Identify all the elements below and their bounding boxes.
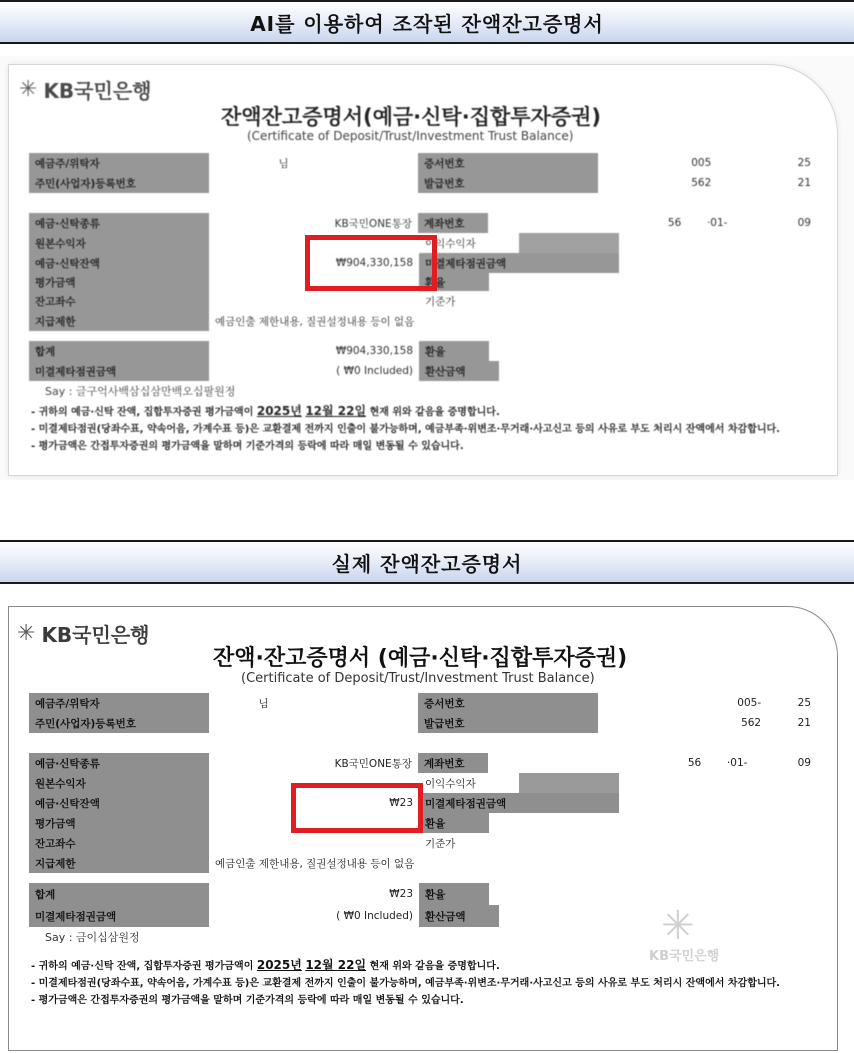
total-value: ₩23 [209,883,419,905]
issue-no-a: 562 [598,173,718,193]
note-1-text-b: 현재 위와 같음을 증명합니다. [369,407,500,418]
cert-no-a: 005 [598,153,718,173]
type-value: KB국민ONE통장 [209,753,418,773]
note-1-year: 2025년 [256,404,302,418]
certificate-title: 잔액·잔고증명서 (예금·신탁·집합투자증권) [213,646,628,671]
note-2: - 미결제타점권(당좌수표, 약속어음, 가계수표 등)은 교환결제 전까지 인출이 불가능하며, 예금부족·위변조·무거래·사고신고 등의 사유로 부도 처리시 잔액에서 차감합니다. [31,424,780,435]
bank-name: KB국민은행 [43,79,152,103]
cert-no-a: 005- [598,693,768,713]
issue-no-b: 21 [717,173,817,193]
certificate-subtitle: (Certificate of Deposit/Trust/Investment Trust Balance) [247,129,574,143]
account-c: 09 [767,753,817,773]
note-1-year: 2025년 [256,958,302,972]
notes-block [31,957,807,1009]
account-c: 09 [747,213,817,233]
note-1-text-a: - 귀하의 예금·신탁 잔액, 집합투자증권 평가금액이 [31,407,254,418]
balance-value: ₩23 [209,793,419,813]
uncleared2-value: ( ₩0 Included) [209,905,419,927]
real-section-title: 실제 잔액잔고증명서 [331,551,523,576]
restriction-value: 예금인출 제한내용, 질권설정내용 등이 없음 [209,311,629,331]
note-1 [31,403,807,421]
benefit-value [519,233,619,253]
fake-certificate-paper [8,64,838,476]
valuation-label: 평가금액 [29,813,209,833]
watermark-text: KB국민은행 [649,949,720,964]
table-row [29,311,817,331]
note-1-date: 12월 22일 [305,404,367,418]
valuation-label: 평가금액 [29,273,209,291]
note-1-text-b: 현재 위와 같음을 증명합니다. [369,961,500,972]
balance-value: ₩904,330,158 [209,253,419,273]
principal-label: 원본수익자 [29,773,209,793]
depositor-label: 예금주/위탁자 [29,153,209,173]
table-row [29,361,817,381]
table-row [29,813,817,833]
certificate-title: 잔액잔고증명서(예금·신탁·집합투자증권) [221,105,602,129]
issue-no-label: 발급번호 [418,173,598,193]
table-row [29,883,817,905]
account-a: 56 [488,213,687,233]
table-row [29,341,817,361]
type-label: 예금·신탁종류 [29,213,209,233]
issue-no-a: 562 [598,713,768,733]
total-label: 합계 [29,341,209,361]
fake-certificate-image [0,56,854,480]
amount-in-words: Say : 금이십삼원정 [45,931,140,944]
benefit-label: 이익수익자 [419,233,519,253]
total-value: ₩904,330,158 [209,341,419,361]
type-label: 예금·신탁종류 [29,753,209,773]
fake-section-title: AI를 이용하여 조작된 잔액잔고증명서 [250,11,604,36]
note-3: - 평가금액은 간접투자증권의 평가금액을 말하며 기준가격의 등락에 따라 매일 변동될 수 있습니다. [31,995,464,1006]
balance-count-value [209,291,419,311]
note-1-date: 12월 22일 [305,958,367,972]
real-certificate-image [0,600,854,1053]
table-row [29,713,817,733]
cert-no-label: 증서번호 [418,693,598,713]
kb-star-icon: ✳ [19,77,38,102]
balance-count-label: 잔고좌수 [29,291,209,311]
kb-logo [19,75,151,104]
uncleared2-label: 미결제타점권금액 [29,905,209,927]
balance-label: 예금·신탁잔액 [29,793,209,813]
account-label: 계좌번호 [418,753,488,773]
rate-label: 환율 [419,813,489,833]
resident-value [209,713,418,733]
certificate-subtitle: (Certificate of Deposit/Trust/Investment Trust Balance) [241,671,595,686]
resident-label: 주민(사업자)등록번호 [29,173,209,193]
table-row [29,793,817,813]
account-b: ·01- [707,753,767,773]
converted-label: 환산금액 [419,905,499,927]
resident-value [209,173,418,193]
table-row [29,905,817,927]
total-rate-label: 환율 [419,883,489,905]
fake-section-header [0,0,854,44]
account-label: 계좌번호 [418,213,488,233]
balance-label: 예금·신탁잔액 [29,253,209,273]
account-b: ·01- [687,213,747,233]
note-1 [31,957,807,975]
account-a: 56 [488,753,707,773]
cert-no-b: 25 [717,153,817,173]
depositor-label: 예금주/위탁자 [29,693,209,713]
benefit-label: 이익수익자 [419,773,519,793]
rate-label: 환율 [419,273,489,291]
uncleared-label: 미결제타점권금액 [419,253,619,273]
real-balance-highlight-box [291,783,423,833]
depositor-value: 님 [209,693,419,713]
bank-name: KB국민은행 [41,623,150,647]
restriction-value: 예금인출 제한내용, 질권설정내용 등이 없음 [209,853,629,873]
table-row [29,693,817,713]
table-row [29,833,817,853]
restriction-label: 지급제한 [29,311,209,331]
uncleared-label: 미결제타점권금액 [419,793,619,813]
principal-label: 원본수익자 [29,233,209,253]
cert-no-b: 25 [767,693,817,713]
balance-count-value [209,833,419,853]
watermark-star-icon: ✳ [661,903,695,949]
converted-label: 환산금액 [419,361,499,381]
notes-block [31,403,807,455]
total-label: 합계 [29,883,209,905]
fake-balance-highlight-box [305,235,437,291]
real-section-header [0,540,854,584]
cert-no-label: 증서번호 [418,153,598,173]
issue-no-label: 발급번호 [418,713,598,733]
table-row [29,773,817,793]
table-row [29,153,817,173]
depositor-value: 님 [209,153,419,173]
base-label: 기준가 [419,833,509,853]
table-row [29,291,817,311]
type-value: KB국민ONE통장 [209,213,418,233]
issue-no-b: 21 [767,713,817,733]
restriction-label: 지급제한 [29,853,209,873]
note-3: - 평가금액은 간접투자증권의 평가금액을 말하며 기준가격의 등락에 따라 매일 변동될 수 있습니다. [31,441,464,452]
uncleared2-label: 미결제타점권금액 [29,361,209,381]
kb-star-icon: ✳ [17,621,36,646]
real-certificate-paper [8,606,838,1051]
table-row [29,853,817,873]
table-row [29,173,817,193]
note-2: - 미결제타점권(당좌수표, 약속어음, 가계수표 등)은 교환결제 전까지 인출이 불가능하며, 예금부족·위변조·무거래·사고신고 등의 사유로 부도 처리시 잔액에서 차감합니다. [31,978,780,989]
note-1-text-a: - 귀하의 예금·신탁 잔액, 집합투자증권 평가금액이 [31,961,254,972]
amount-in-words: Say : 글구억사백삼십삼만백오십팔원정 [45,385,236,398]
table-row [29,753,817,773]
benefit-value [519,773,619,793]
table-row [29,213,817,233]
base-label: 기준가 [419,291,509,311]
kb-logo [17,619,149,648]
balance-count-label: 잔고좌수 [29,833,209,853]
resident-label: 주민(사업자)등록번호 [29,713,209,733]
total-rate-label: 환율 [419,341,489,361]
uncleared2-value: ( ₩0 Included) [209,361,419,381]
